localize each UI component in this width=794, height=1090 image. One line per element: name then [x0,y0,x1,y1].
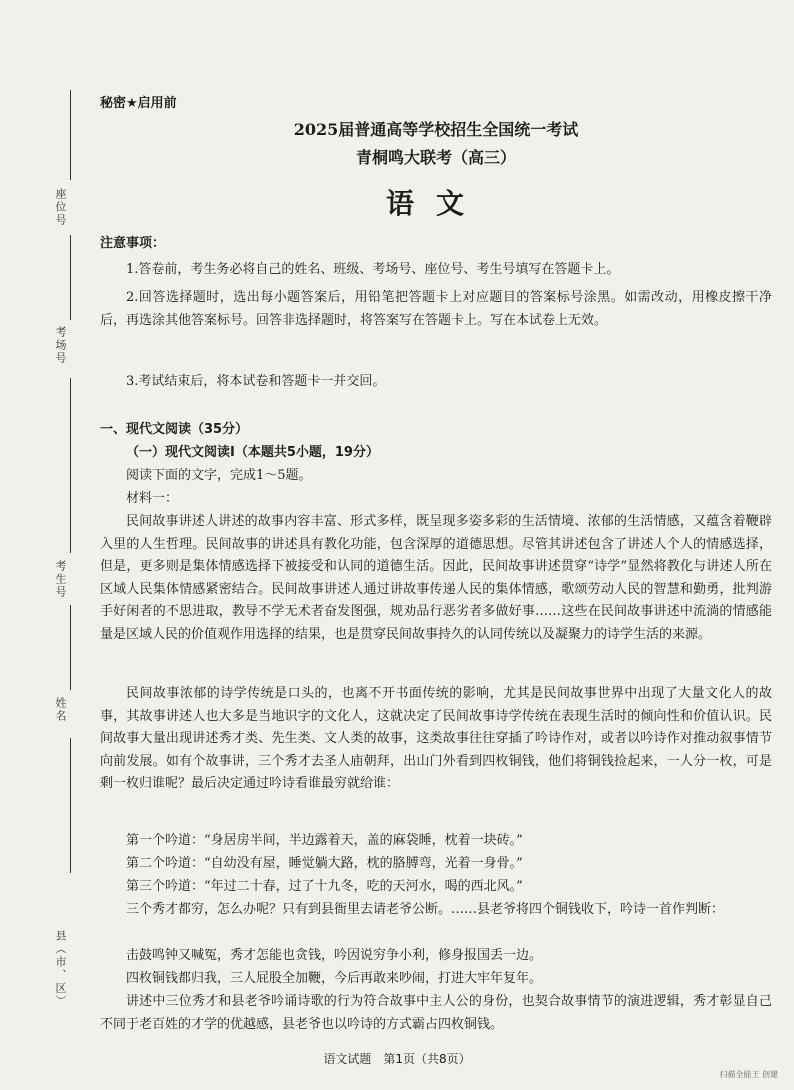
exam-id-label: 考生号 [54,560,67,599]
material-label: 材料一： [126,491,179,506]
poem-line-3: 第三个吟道：“年过二十春，过了十九冬，吃的天河水，喝的西北风。” [126,879,523,894]
binding-line [70,738,71,873]
notice-item-1: 1.答卷前，考生务必将自己的姓名、班级、考场号、座位号、考生号填写在答题卡上。 [126,262,620,277]
subject-title: 语文 [385,187,486,220]
sub-section-heading: （一）现代文阅读Ⅰ（本题共5小题，19分） [126,445,379,460]
binding-line [70,235,71,320]
secret-mark: 秘密★启用前 [100,96,177,111]
binding-margin [0,0,88,1090]
exam-title: 2025届普通高等学校招生全国统一考试 [293,120,579,139]
judge-poem-line-1: 击鼓鸣钟又喊冤，秀才怎能也贪钱，吟因说穷争小利，修身报国丢一边。 [126,948,543,963]
binding-line [70,90,71,180]
page-footer: 语文试题 第1页（共8页） [323,1052,471,1066]
exam-room-label: 考场号 [54,326,67,365]
exam-subtitle: 青桐鸣大联考（高三） [355,148,516,167]
paragraph-1: 民间故事讲述人讲述的故事内容丰富、形式多样，既呈现多姿多彩的生活情境、浓郁的生活情感，又蕴含着鞭辟入里的人生哲理。民间故事的讲述具有教化功能，包含深厚的道德思想。尽管其讲述包含了讲述人个人的情感选择，但是，更多则是集体情感选择下被接受和认同的道德生活。因此，民间故事讲述贯穿“诗学”显然将教化与讲述人所在区域人民集体情感紧密结合。民间故事讲述人通过讲故事传递人民的集体情感，歌颂劳动人民的智慧和勤勇，批判游手好闲者的不思进取，教导不学无术者奋发图强，规劝品行恶劣者多做好事……这些在民间故事讲述中流淌的情感能量是区域人民的价值观作用选择的结果，也是贯穿民间故事持久的认同传统以及凝聚力的诗学生活的来源。 [100,514,772,642]
paragraph-3: 三个秀才都穷，怎么办呢？只有到县衙里去请老爷公断。……县老爷将四个铜钱收下，吟诗一首作判断： [126,902,725,917]
scanner-watermark: 扫描全能王 创建 [719,1070,778,1079]
paragraph-2: 民间故事浓郁的诗学传统是口头的，也离不开书面传统的影响，尤其是民间故事世界中出现了大量文化人的故事，其故事讲述人也大多是当地识字的文化人，这就决定了民间故事诗学传统在表现生活时的倾向性和价值认识。民间故事大量出现讲述秀才类、先生类、文人类的故事，这类故事往往穿插了吟诗作对，或者以吟诗作对推动叙事情节向前发展。如有个故事讲，三个秀才去圣人庙朝拜，出山门外看到四枚铜钱，他们将铜钱捡起来，一人分一枚，可是剩一枚归谁呢？最后决定通过吟诗看谁最穷就给谁： [100,686,772,791]
name-label: 姓名 [54,697,67,723]
notice-item-3: 3.考试结束后，将本试卷和答题卡一并交回。 [126,374,386,389]
seat-label: 座位号 [54,188,67,227]
judge-poem-line-2: 四枚铜钱都归我，三人屁股全加鞭，今后再敢来吵闹，打进大牢年复年。 [126,971,543,986]
notice-item-2: 2.回答选择题时，选出每小题答案后，用铅笔把答题卡上对应题目的答案标号涂黑。如需改动，用橡皮擦干净后，再选涂其他答案标号。回答非选择题时，将答案写在答题卡上。写在本试卷上无效。 [100,290,772,328]
notice-heading: 注意事项： [100,236,166,251]
poem-line-2: 第二个吟道：“自幼没有屋，睡觉躺大路，枕的胳膊弯，光着一身骨。” [126,856,523,871]
reading-instruction: 阅读下面的文字，完成1～5题。 [126,468,312,483]
binding-line [70,378,71,553]
section-heading: 一、现代文阅读（35分） [100,422,249,437]
paragraph-4: 讲述中三位秀才和县老爷吟诵诗歌的行为符合故事中主人公的身份，也契合故事情节的演进逻辑，秀才彰显自己不同于老百姓的才学的优越感，县老爷也以吟诗的方式霸占四枚铜钱。 [100,994,772,1032]
poem-line-1: 第一个吟道：“身居房半间，半边露着天，盖的麻袋睡，枕着一块砖。” [126,833,523,848]
binding-line [70,605,71,690]
county-label: 县（市、区） [54,930,67,1008]
